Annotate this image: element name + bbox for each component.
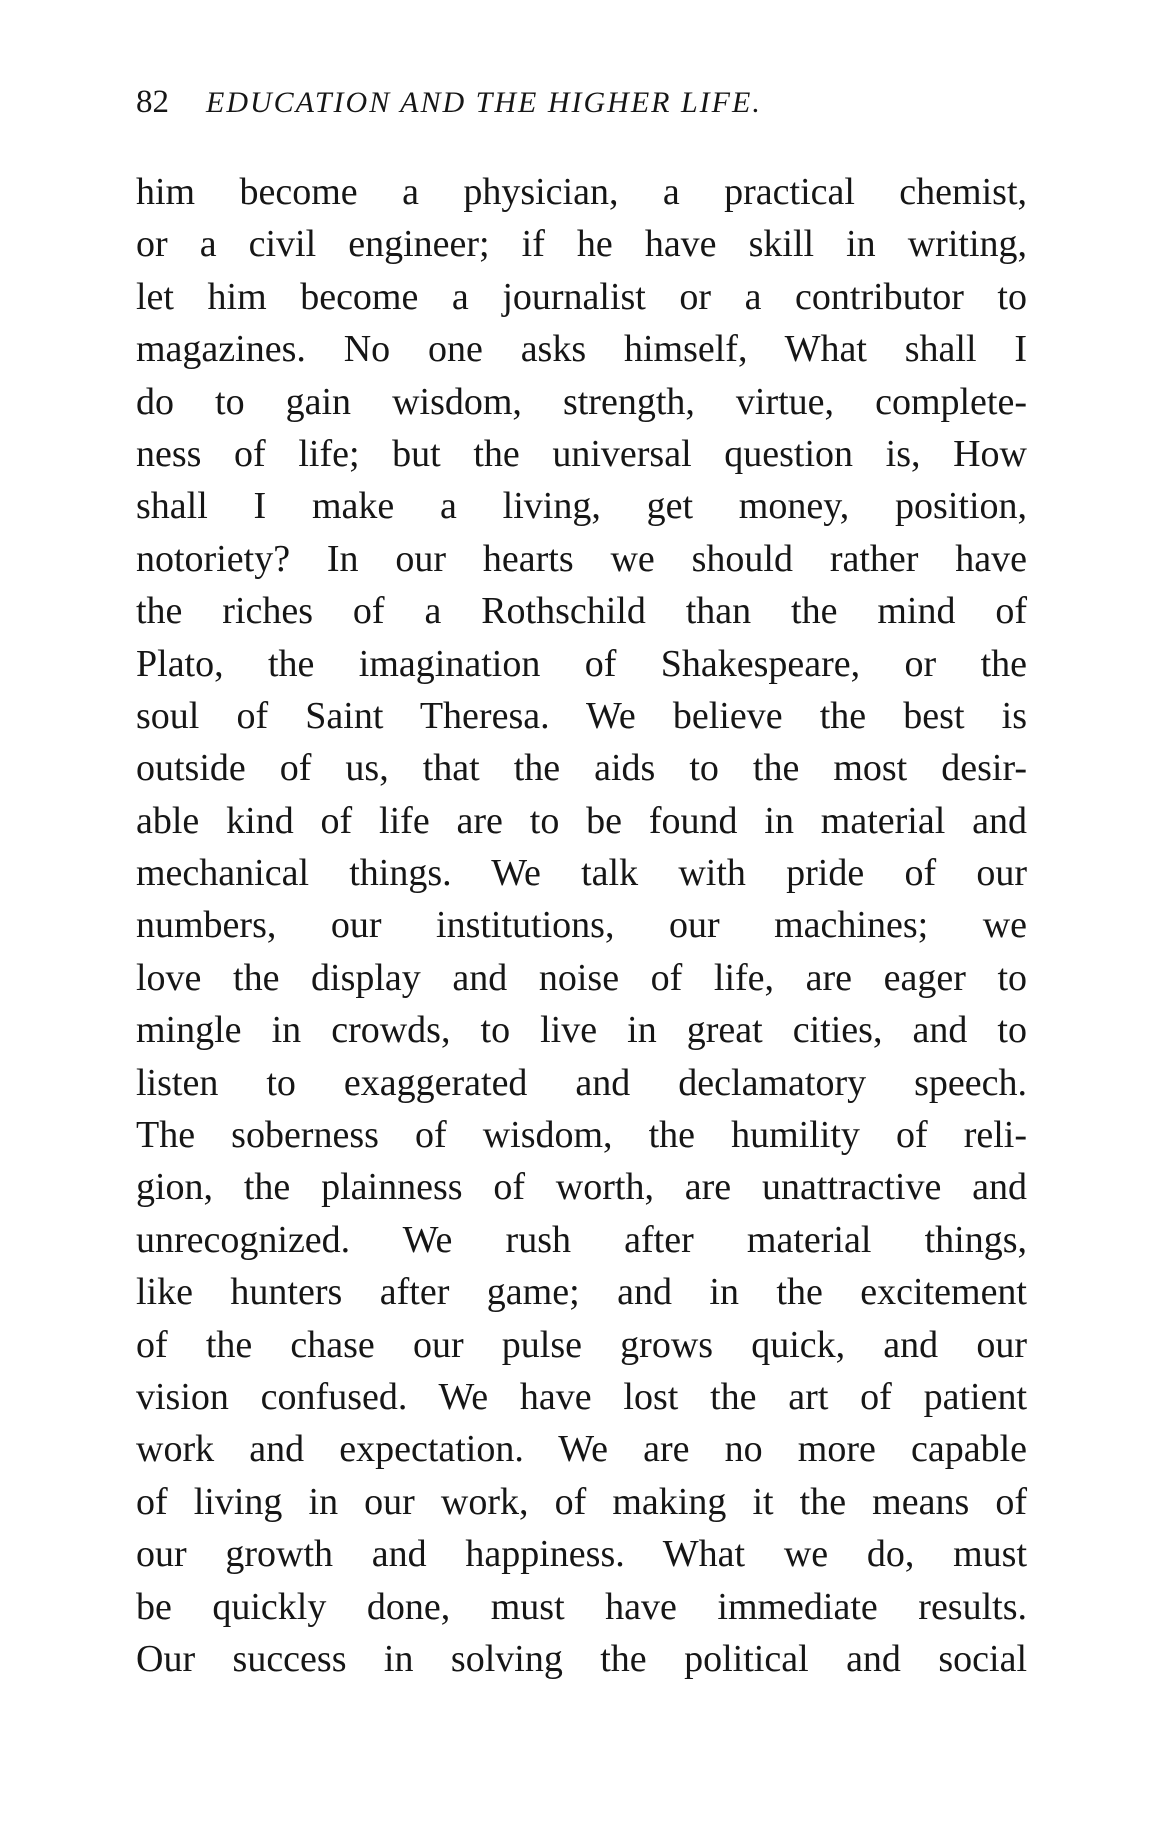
text-line: mingle in crowds, to live in great cities, and to: [136, 1009, 1027, 1052]
text-line: be quickly done, must have immediate results.: [136, 1585, 1027, 1628]
running-header: [136, 84, 956, 128]
text-line: shall I make a living, get money, position,: [136, 485, 1027, 528]
text-line: notoriety? In our hearts we should rather have: [136, 537, 1027, 580]
text-line: mechanical things. We talk with pride of our: [136, 852, 1027, 895]
text-line: Plato, the imagination of Shakespeare, or the: [136, 642, 1027, 685]
text-line: magazines. No one asks himself, What shall I: [136, 328, 1027, 371]
text-line: of living in our work, of making it the means of: [136, 1480, 1027, 1523]
text-line: outside of us, that the aids to the most desir-: [136, 747, 1027, 790]
text-line: him become a physician, a practical chemist,: [136, 171, 1027, 213]
text-line: vision confused. We have lost the art of patient: [136, 1375, 1027, 1418]
text-line: like hunters after game; and in the excitement: [136, 1271, 1027, 1314]
text-line: gion, the plainness of worth, are unattractive and: [136, 1166, 1027, 1209]
text-line: numbers, our institutions, our machines; we: [136, 904, 1027, 947]
text-line: unrecognized. We rush after material things,: [136, 1218, 1027, 1261]
running-title: EDUCATION AND THE HIGHER LIFE.: [206, 86, 762, 119]
text-line: listen to exaggerated and declamatory speech.: [136, 1061, 1027, 1104]
text-line: of the chase our pulse grows quick, and our: [136, 1323, 1027, 1366]
text-line: able kind of life are to be found in material and: [136, 799, 1027, 842]
page-number: 82: [136, 84, 169, 120]
text-line: let him become a journalist or a contributor to: [136, 275, 1027, 318]
text-line: our growth and happiness. What we do, must: [136, 1533, 1027, 1576]
text-line: or a civil engineer; if he have skill in writing,: [136, 223, 1027, 266]
text-line: do to gain wisdom, strength, virtue, complete-: [136, 380, 1027, 423]
text-line: The soberness of wisdom, the humility of reli-: [136, 1114, 1027, 1157]
text-line: Our success in solving the political and social: [136, 1637, 1027, 1680]
text-line: work and expectation. We are no more capable: [136, 1428, 1027, 1471]
text-line: love the display and noise of life, are eager to: [136, 956, 1027, 999]
text-line: ness of life; but the universal question is, How: [136, 432, 1027, 475]
text-line: soul of Saint Theresa. We believe the best is: [136, 694, 1027, 737]
text-line: the riches of a Rothschild than the mind of: [136, 590, 1027, 633]
body-text: [136, 166, 1027, 1685]
